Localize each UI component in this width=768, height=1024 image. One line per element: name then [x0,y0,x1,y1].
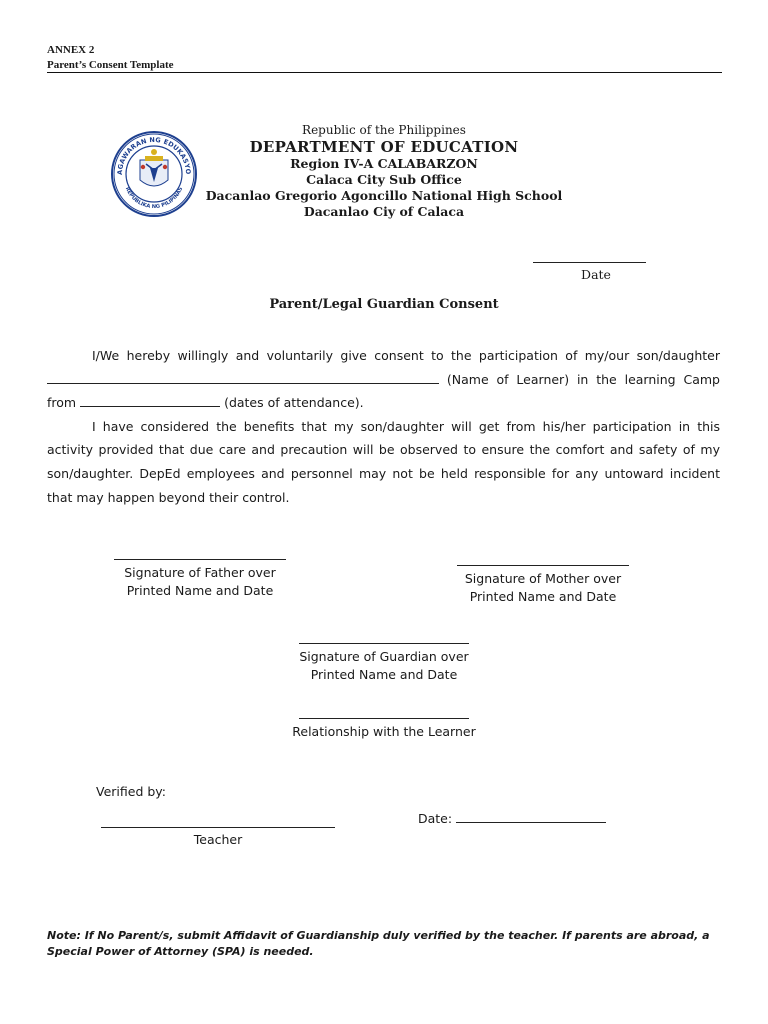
mother-printed-name-label: Printed Name and Date [469,589,617,604]
guardian-signature-line [299,643,469,644]
verification-date [418,808,606,826]
consent-body [47,344,720,509]
father-printed-name-label: Printed Name and Date [126,583,274,598]
header-divider [47,72,722,73]
department-title: DEPARTMENT OF EDUCATION [249,138,519,156]
teacher-label: Teacher [193,832,243,847]
sub-office-text: Calaca City Sub Office [306,172,462,187]
mother-signature-label: Signature of Mother over [464,571,622,586]
date-signature-line [533,262,646,263]
relationship-label: Relationship with the Learner [292,724,476,739]
verification-date-blank [456,808,606,823]
school-location: Dacanlao Ciy of Calaca [303,204,465,219]
annex-header [47,43,174,73]
mother-signature-line [457,565,629,566]
school-name: Dacanlao Gregorio Agoncillo National High School [205,188,563,203]
relationship-line [299,718,469,719]
consent-text-1c: in the learning Camp from [47,371,720,411]
learner-name-blank [47,369,439,384]
mother-signature-block [449,565,637,606]
guardian-printed-name-label: Printed Name and Date [310,667,458,682]
father-signature-label: Signature of Father over [124,565,276,580]
verified-by-label: Verified by: [96,784,166,799]
father-signature-line [114,559,286,560]
consent-text-1a: I/We hereby willingly and voluntarily give consent to the participation of my/our son/daughter [92,348,720,363]
region-text: Region IV-A CALABARZON [290,156,478,171]
annex-subtitle: Parent’s Consent Template [47,59,174,71]
guardian-signature-block [284,643,484,684]
relationship-block [274,718,494,741]
consent-paragraph-2: I have considered the benefits that my son/daughter will get from his/her participation in this activity provided that due care and precaution will be observed to ensure the comfort and safety of my son/daughter. DepEd employees and personnel may not be held responsible for any untoward incident that may happen beyond their control. [47,418,720,505]
republic-text: Republic of the Philippines [302,123,466,137]
consent-paragraph-1 [47,344,720,415]
guardian-signature-label: Signature of Guardian over [299,649,469,664]
father-signature-block [106,559,294,600]
footer-note: Note: If No Parent/s, submit Affidavit of Guardianship duly verified by the teacher. If parents are abroad, a Special Power of Attorney (SPA) is needed. [47,929,710,958]
institution-header [170,122,598,220]
consent-text-1d: (dates of attendance). [224,395,364,411]
date-label: Date [581,267,611,282]
consent-title: Parent/Legal Guardian Consent [269,297,499,312]
consent-text-1b: (Name of Learner) [446,371,570,387]
seal-top-text: AGAWARAN NG EDUKASYO [115,135,193,176]
annex-label: ANNEX 2 [47,44,95,56]
verification-date-label: Date: [418,811,453,826]
seal-bottom-text: REPUBLIKA NG PILIPINAS [123,186,185,211]
dates-blank [80,392,220,407]
teacher-signature-line [101,827,335,828]
